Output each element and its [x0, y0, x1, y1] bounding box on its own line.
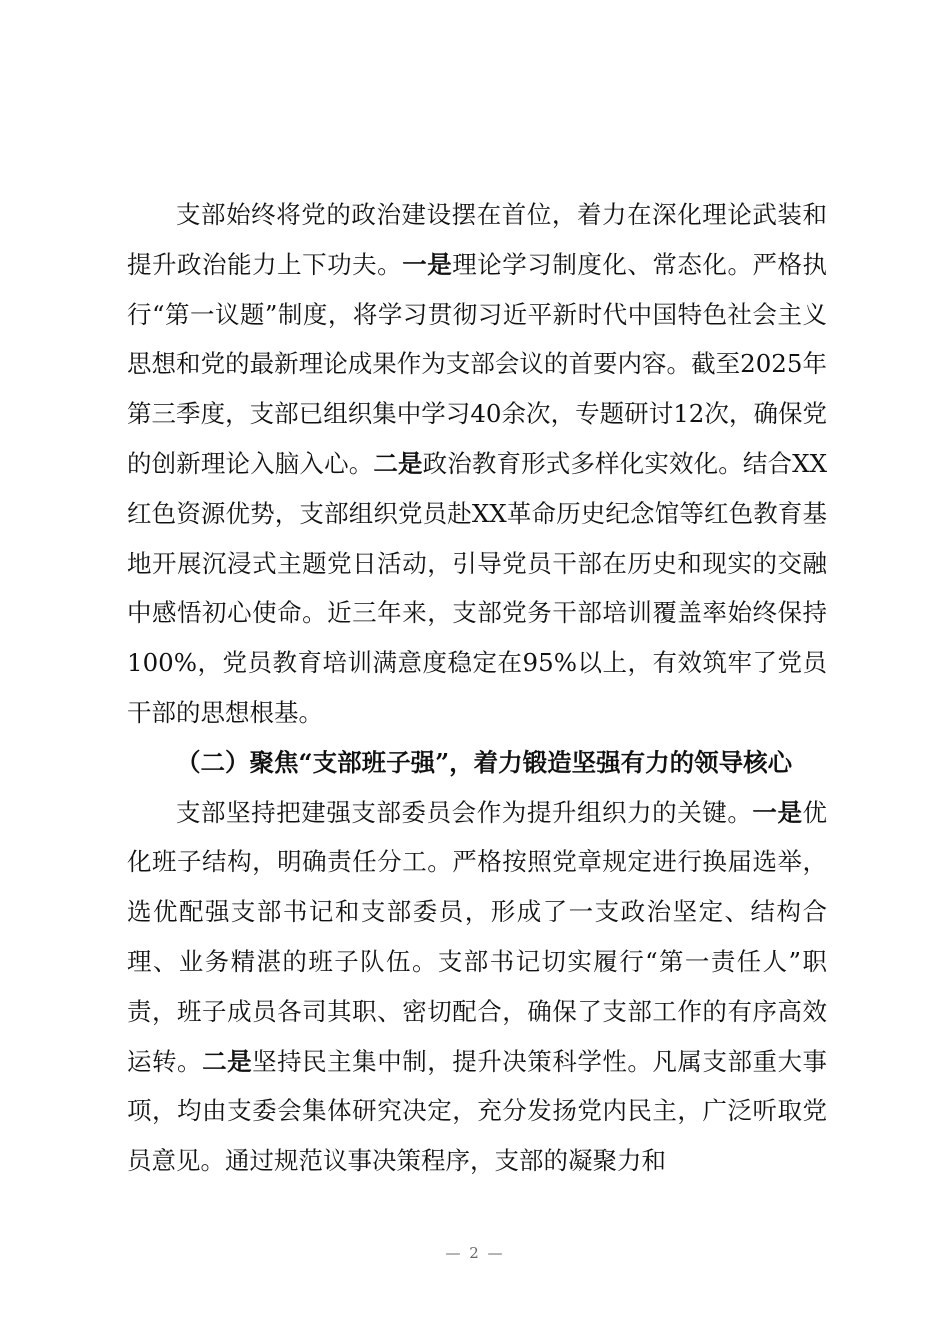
paragraph-text: 坚持民主集中制，提升决策科学性。凡属支部重大事项，均由支委会集体研究决定，充分发扬党内民主，广泛听取党员意见。通过规范议事决策程序，支部的凝聚力和 — [127, 1046, 828, 1176]
bold-lead-second: 二是 — [202, 1046, 253, 1076]
paragraph-text: 支部始终将党的政治建设摆在首位，着力在深化理论武装和提升政治能力上下功夫。 — [127, 200, 827, 279]
paragraph-text: 支部坚持把建强支部委员会作为提升组织力的关键。 — [176, 797, 753, 827]
paragraph-text: 理论学习制度化、常态化。严格执行“第一议题”制度，将学习贯彻习近平新时代中国特色社会主义思想和党的最新理论成果作为支部会议的首要内容。截至2025年第三季度，支部已组织集中学习40余次，专题研讨12次，确保党的创新理论入脑入心。 — [127, 249, 828, 478]
paragraph-text: 优化班子结构，明确责任分工。严格按照党章规定进行换届选举，选优配强支部书记和支部委员，形成了一支政治坚定、结构合理、业务精湛的班子队伍。支部书记切实履行“第一责任人”职责，班子成员各司其职、密切配合，确保了支部工作的有序高效运转。 — [127, 797, 828, 1076]
paragraph-text: 政治教育形式多样化实效化。结合XX红色资源优势，支部组织党员赴XX革命历史纪念馆等红色教育基地开展沉浸式主题党日活动，引导党员干部在历史和现实的交融中感悟初心使命。近三年来，支部党务干部培训覆盖率始终保持100%，党员教育培训满意度稳定在95%以上，有效筑牢了党员干部的思想根基。 — [127, 448, 828, 727]
bold-lead-first: 一是 — [402, 249, 453, 279]
bold-lead-second: 二是 — [373, 448, 423, 478]
section-heading: （二）聚焦“支部班子强”，着力锻造坚强有力的领导核心 — [176, 747, 793, 777]
paragraph-leadership — [127, 788, 827, 1186]
page-number: — 2 — — [445, 1244, 505, 1262]
paragraph-political-building — [127, 190, 827, 738]
document-body — [127, 190, 827, 1186]
bold-lead-first: 一是 — [752, 797, 803, 827]
